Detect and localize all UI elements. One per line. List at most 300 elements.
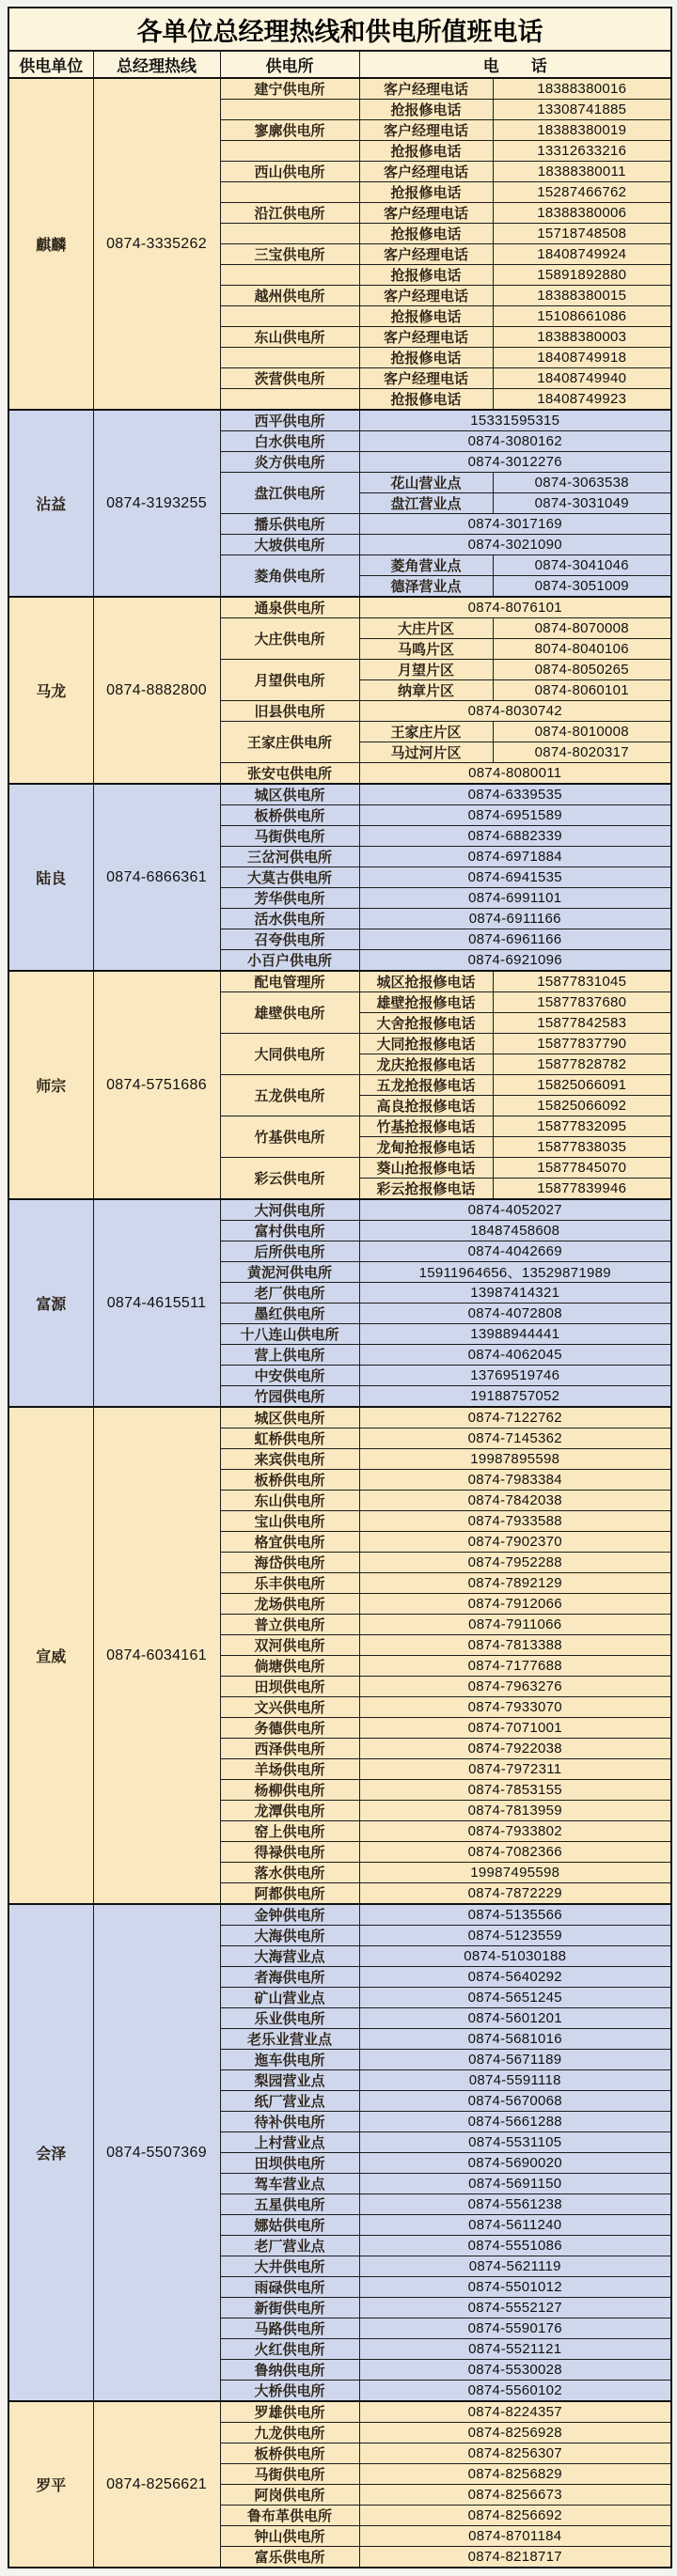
phone-number-cell: 18388380003 bbox=[493, 327, 671, 348]
phone-number-cell: 0874-3051009 bbox=[493, 576, 671, 598]
phone-number-cell: 0874-8218717 bbox=[359, 2547, 671, 2568]
station-cell: 大海营业点 bbox=[220, 1946, 359, 1967]
phone-number-cell: 0874-7952288 bbox=[359, 1553, 671, 1573]
unit-cell: 沾益 bbox=[8, 410, 93, 597]
phone-label-cell: 王家庄片区 bbox=[359, 722, 493, 742]
table-row bbox=[8, 971, 671, 992]
station-cell: 三宝供电所 bbox=[220, 244, 359, 265]
phone-number-cell: 15331595315 bbox=[359, 410, 671, 431]
phone-number-cell: 15877837680 bbox=[493, 992, 671, 1013]
phone-label-cell: 抢报修电话 bbox=[359, 141, 493, 162]
station-cell bbox=[220, 306, 359, 327]
station-cell: 十八连山供电所 bbox=[220, 1324, 359, 1345]
phone-number-cell: 0874-5560102 bbox=[359, 2381, 671, 2402]
phone-number-cell: 13988944441 bbox=[359, 1324, 671, 1345]
phone-label-cell: 城区抢报修电话 bbox=[359, 971, 493, 992]
table-row bbox=[8, 1199, 671, 1221]
phone-number-cell: 19987895598 bbox=[359, 1449, 671, 1470]
hotline-cell: 0874-5751686 bbox=[93, 971, 220, 1199]
station-cell: 梨园营业点 bbox=[220, 2070, 359, 2091]
phone-number-cell: 0874-7972311 bbox=[359, 1759, 671, 1780]
phone-number-cell: 15825066092 bbox=[493, 1096, 671, 1116]
station-cell: 倘塘供电所 bbox=[220, 1656, 359, 1677]
phone-label-cell: 马过河片区 bbox=[359, 742, 493, 763]
station-cell: 五龙供电所 bbox=[220, 1075, 359, 1116]
station-cell: 墨红供电所 bbox=[220, 1304, 359, 1324]
phone-number-cell: 8074-8040106 bbox=[493, 639, 671, 660]
station-cell: 富村供电所 bbox=[220, 1221, 359, 1241]
station-cell: 五星供电所 bbox=[220, 2194, 359, 2215]
phone-number-cell: 0874-5651245 bbox=[359, 1988, 671, 2008]
phone-label-cell: 抢报修电话 bbox=[359, 348, 493, 368]
station-cell: 白水供电所 bbox=[220, 431, 359, 452]
phone-number-cell: 18408749940 bbox=[493, 368, 671, 389]
hotline-cell: 0874-6866361 bbox=[93, 784, 220, 971]
station-cell: 通泉供电所 bbox=[220, 597, 359, 618]
station-cell: 老乐业营业点 bbox=[220, 2029, 359, 2050]
station-cell: 普立供电所 bbox=[220, 1615, 359, 1635]
unit-cell: 麒麟 bbox=[8, 78, 93, 410]
phone-number-cell: 18388380019 bbox=[493, 120, 671, 141]
station-cell: 寥廓供电所 bbox=[220, 120, 359, 141]
phone-number-cell: 0874-5690020 bbox=[359, 2153, 671, 2174]
phone-number-cell: 0874-7813959 bbox=[359, 1801, 671, 1821]
station-cell: 炎方供电所 bbox=[220, 452, 359, 473]
station-cell: 越州供电所 bbox=[220, 286, 359, 306]
phone-number-cell: 0874-6882339 bbox=[359, 826, 671, 847]
phone-number-cell: 0874-5661288 bbox=[359, 2112, 671, 2132]
phone-number-cell: 0874-8256307 bbox=[359, 2443, 671, 2464]
station-cell: 鲁纳供电所 bbox=[220, 2360, 359, 2381]
station-cell: 虹桥供电所 bbox=[220, 1429, 359, 1449]
station-cell: 大井供电所 bbox=[220, 2256, 359, 2277]
phone-number-cell: 0874-7902370 bbox=[359, 1532, 671, 1553]
phone-number-cell: 13769519746 bbox=[359, 1366, 671, 1386]
phone-label-cell: 大同抢报修电话 bbox=[359, 1034, 493, 1054]
phone-number-cell: 0874-7892129 bbox=[359, 1573, 671, 1594]
phone-number-cell: 0874-5530028 bbox=[359, 2360, 671, 2381]
station-cell: 火红供电所 bbox=[220, 2339, 359, 2360]
phone-number-cell: 0874-7922038 bbox=[359, 1739, 671, 1759]
station-cell: 大海供电所 bbox=[220, 1926, 359, 1946]
station-cell: 田坝供电所 bbox=[220, 2153, 359, 2174]
phone-number-cell: 18408749923 bbox=[493, 389, 671, 411]
station-cell: 雄壁供电所 bbox=[220, 992, 359, 1034]
station-cell: 雨碌供电所 bbox=[220, 2277, 359, 2298]
phone-number-cell: 0874-8070008 bbox=[493, 618, 671, 639]
station-cell: 乐业供电所 bbox=[220, 2008, 359, 2029]
phone-number-cell: 15877837790 bbox=[493, 1034, 671, 1054]
phone-label-cell: 马鸣片区 bbox=[359, 639, 493, 660]
unit-cell: 会泽 bbox=[8, 1904, 93, 2401]
phone-number-cell: 0874-5590176 bbox=[359, 2318, 671, 2339]
phone-label-cell: 德泽营业点 bbox=[359, 576, 493, 598]
station-cell: 播乐供电所 bbox=[220, 514, 359, 535]
station-cell: 盘江供电所 bbox=[220, 473, 359, 514]
station-cell: 旧县供电所 bbox=[220, 701, 359, 722]
unit-cell: 宣威 bbox=[8, 1407, 93, 1904]
station-cell: 老厂供电所 bbox=[220, 1283, 359, 1304]
station-cell: 召夸供电所 bbox=[220, 929, 359, 950]
station-cell bbox=[220, 265, 359, 286]
station-cell: 钟山供电所 bbox=[220, 2526, 359, 2547]
station-cell: 罗雄供电所 bbox=[220, 2401, 359, 2423]
phone-label-cell: 客户经理电话 bbox=[359, 203, 493, 224]
phone-number-cell: 0874-6991101 bbox=[359, 888, 671, 909]
phone-label-cell: 花山营业点 bbox=[359, 473, 493, 493]
station-cell: 后所供电所 bbox=[220, 1241, 359, 1262]
station-cell: 待补供电所 bbox=[220, 2112, 359, 2132]
phone-label-cell: 客户经理电话 bbox=[359, 327, 493, 348]
station-cell: 矿山营业点 bbox=[220, 1988, 359, 2008]
hotline-cell: 0874-8882800 bbox=[93, 597, 220, 784]
station-cell bbox=[220, 182, 359, 203]
station-cell: 板桥供电所 bbox=[220, 2443, 359, 2464]
phone-number-cell: 0874-5621119 bbox=[359, 2256, 671, 2277]
phone-number-cell: 18487458608 bbox=[359, 1221, 671, 1241]
hotline-cell: 0874-3335262 bbox=[93, 78, 220, 410]
station-cell: 西平供电所 bbox=[220, 410, 359, 431]
unit-cell: 马龙 bbox=[8, 597, 93, 784]
station-cell: 务德供电所 bbox=[220, 1718, 359, 1739]
hotline-cell: 0874-8256621 bbox=[93, 2401, 220, 2568]
phone-number-cell: 0874-7911066 bbox=[359, 1615, 671, 1635]
station-cell: 杨柳供电所 bbox=[220, 1780, 359, 1801]
station-cell: 城区供电所 bbox=[220, 784, 359, 805]
station-cell: 西山供电所 bbox=[220, 162, 359, 182]
phone-number-cell: 0874-7912066 bbox=[359, 1594, 671, 1615]
station-cell: 羊场供电所 bbox=[220, 1759, 359, 1780]
phone-number-cell: 0874-7933070 bbox=[359, 1697, 671, 1718]
phone-number-cell: 15287466762 bbox=[493, 182, 671, 203]
phone-label-cell: 抢报修电话 bbox=[359, 100, 493, 120]
station-cell bbox=[220, 224, 359, 244]
phone-number-cell: 0874-7963276 bbox=[359, 1677, 671, 1697]
phone-number-cell: 0874-6951589 bbox=[359, 805, 671, 826]
phone-number-cell: 13312633216 bbox=[493, 141, 671, 162]
table-row bbox=[8, 784, 671, 805]
station-cell: 大庄供电所 bbox=[220, 618, 359, 660]
header-hotline: 总经理热线 bbox=[93, 51, 220, 78]
hotline-cell: 0874-5507369 bbox=[93, 1904, 220, 2401]
phone-number-cell: 0874-3017169 bbox=[359, 514, 671, 535]
phone-number-cell: 0874-5501012 bbox=[359, 2277, 671, 2298]
unit-cell: 师宗 bbox=[8, 971, 93, 1199]
phone-number-cell: 18388380006 bbox=[493, 203, 671, 224]
phone-label-cell: 客户经理电话 bbox=[359, 78, 493, 100]
phone-number-cell: 18408749924 bbox=[493, 244, 671, 265]
phone-number-cell: 13308741885 bbox=[493, 100, 671, 120]
station-cell: 大桥供电所 bbox=[220, 2381, 359, 2402]
page-title: 各单位总经理热线和供电所值班电话 bbox=[8, 8, 671, 51]
phone-label-cell: 高良抢报修电话 bbox=[359, 1096, 493, 1116]
station-cell: 东山供电所 bbox=[220, 327, 359, 348]
phone-number-cell: 0874-4042669 bbox=[359, 1241, 671, 1262]
phone-number-cell: 0874-5521121 bbox=[359, 2339, 671, 2360]
station-cell: 菱角供电所 bbox=[220, 555, 359, 598]
phone-number-cell: 18408749918 bbox=[493, 348, 671, 368]
phone-number-cell: 0874-5551086 bbox=[359, 2236, 671, 2256]
hotline-cell: 0874-3193255 bbox=[93, 410, 220, 597]
phone-label-cell: 雄壁抢报修电话 bbox=[359, 992, 493, 1013]
phone-number-cell: 0874-7082366 bbox=[359, 1842, 671, 1863]
station-cell: 纸厂营业点 bbox=[220, 2091, 359, 2112]
unit-cell: 富源 bbox=[8, 1199, 93, 1407]
phone-label-cell: 客户经理电话 bbox=[359, 286, 493, 306]
phone-number-cell: 0874-8701184 bbox=[359, 2526, 671, 2547]
station-cell: 营上供电所 bbox=[220, 1345, 359, 1366]
phone-number-cell: 0874-8010008 bbox=[493, 722, 671, 742]
unit-cell: 陆良 bbox=[8, 784, 93, 971]
station-cell: 黄泥河供电所 bbox=[220, 1262, 359, 1283]
phone-number-cell: 15891892880 bbox=[493, 265, 671, 286]
phone-label-cell: 五龙抢报修电话 bbox=[359, 1075, 493, 1096]
phone-number-cell: 0874-5561238 bbox=[359, 2194, 671, 2215]
station-cell bbox=[220, 141, 359, 162]
phone-number-cell: 0874-5123559 bbox=[359, 1926, 671, 1946]
phone-label-cell: 龙庆抢报修电话 bbox=[359, 1054, 493, 1075]
phone-number-cell: 0874-4062045 bbox=[359, 1345, 671, 1366]
station-cell: 九龙供电所 bbox=[220, 2423, 359, 2443]
station-cell: 老厂营业点 bbox=[220, 2236, 359, 2256]
station-cell: 海岱供电所 bbox=[220, 1553, 359, 1573]
station-cell: 窑上供电所 bbox=[220, 1821, 359, 1842]
phone-number-cell: 15877845070 bbox=[493, 1158, 671, 1179]
station-cell: 文兴供电所 bbox=[220, 1697, 359, 1718]
station-cell: 驾车营业点 bbox=[220, 2174, 359, 2194]
phone-number-cell: 15877831045 bbox=[493, 971, 671, 992]
station-cell: 板桥供电所 bbox=[220, 805, 359, 826]
phone-number-cell: 0874-8256692 bbox=[359, 2506, 671, 2526]
phone-label-cell: 大舍抢报修电话 bbox=[359, 1013, 493, 1034]
phone-number-cell: 0874-8076101 bbox=[359, 597, 671, 618]
phone-number-cell: 0874-5601201 bbox=[359, 2008, 671, 2029]
phone-number-cell: 15825066091 bbox=[493, 1075, 671, 1096]
station-cell: 张安屯供电所 bbox=[220, 763, 359, 785]
phone-number-cell: 18388380016 bbox=[493, 78, 671, 100]
phone-number-cell: 18388380011 bbox=[493, 162, 671, 182]
phone-number-cell: 15877842583 bbox=[493, 1013, 671, 1034]
station-cell: 上村营业点 bbox=[220, 2132, 359, 2153]
phone-number-cell: 0874-3021090 bbox=[359, 535, 671, 555]
phone-number-cell: 19987495598 bbox=[359, 1863, 671, 1883]
phone-label-cell: 抢报修电话 bbox=[359, 224, 493, 244]
table-row bbox=[8, 78, 671, 100]
phone-number-cell: 13987414321 bbox=[359, 1283, 671, 1304]
phone-number-cell: 15877832095 bbox=[493, 1116, 671, 1137]
station-cell: 大同供电所 bbox=[220, 1034, 359, 1075]
station-cell: 迤车供电所 bbox=[220, 2050, 359, 2070]
phone-number-cell: 0874-6339535 bbox=[359, 784, 671, 805]
phone-label-cell: 抢报修电话 bbox=[359, 265, 493, 286]
phone-number-cell: 0874-3041046 bbox=[493, 555, 671, 576]
station-cell: 落水供电所 bbox=[220, 1863, 359, 1883]
hotline-cell: 0874-6034161 bbox=[93, 1407, 220, 1904]
phone-number-cell: 0874-5531105 bbox=[359, 2132, 671, 2153]
station-cell: 富乐供电所 bbox=[220, 2547, 359, 2568]
phone-number-cell: 0874-8256673 bbox=[359, 2485, 671, 2506]
station-cell: 马路供电所 bbox=[220, 2318, 359, 2339]
phone-number-cell: 0874-3012276 bbox=[359, 452, 671, 473]
phone-number-cell: 0874-3063538 bbox=[493, 473, 671, 493]
phone-number-cell: 15108661086 bbox=[493, 306, 671, 327]
phone-number-cell: 0874-8224357 bbox=[359, 2401, 671, 2423]
station-cell: 鲁布革供电所 bbox=[220, 2506, 359, 2526]
phone-number-cell: 0874-3031049 bbox=[493, 493, 671, 514]
phone-label-cell: 月望片区 bbox=[359, 660, 493, 680]
phone-label-cell: 纳章片区 bbox=[359, 680, 493, 701]
station-cell: 娜姑供电所 bbox=[220, 2215, 359, 2236]
phone-number-cell: 0874-7122762 bbox=[359, 1407, 671, 1429]
table-row bbox=[8, 597, 671, 618]
phone-number-cell: 0874-51030188 bbox=[359, 1946, 671, 1967]
phone-number-cell: 0874-8060101 bbox=[493, 680, 671, 701]
station-cell: 阿都供电所 bbox=[220, 1883, 359, 1905]
station-cell: 来宾供电所 bbox=[220, 1449, 359, 1470]
station-cell: 小百户供电所 bbox=[220, 950, 359, 972]
station-cell: 活水供电所 bbox=[220, 909, 359, 929]
phone-number-cell: 0874-6961166 bbox=[359, 929, 671, 950]
header-row bbox=[8, 51, 671, 78]
phone-number-cell: 0874-6921096 bbox=[359, 950, 671, 972]
station-cell: 田坝供电所 bbox=[220, 1677, 359, 1697]
phone-number-cell: 0874-4072808 bbox=[359, 1304, 671, 1324]
phone-number-cell: 0874-8080011 bbox=[359, 763, 671, 785]
station-cell: 龙场供电所 bbox=[220, 1594, 359, 1615]
title-row bbox=[8, 8, 671, 51]
station-cell: 板桥供电所 bbox=[220, 1470, 359, 1491]
phone-number-cell: 0874-7145362 bbox=[359, 1429, 671, 1449]
station-cell: 大坡供电所 bbox=[220, 535, 359, 555]
table-row bbox=[8, 2401, 671, 2423]
station-cell: 中安供电所 bbox=[220, 1366, 359, 1386]
station-cell: 龙潭供电所 bbox=[220, 1801, 359, 1821]
phone-number-cell: 0874-8030742 bbox=[359, 701, 671, 722]
station-cell: 西泽供电所 bbox=[220, 1739, 359, 1759]
phone-number-cell: 0874-5135566 bbox=[359, 1904, 671, 1926]
phone-number-cell: 15911964656、13529871989 bbox=[359, 1262, 671, 1283]
phone-number-cell: 0874-5681016 bbox=[359, 2029, 671, 2050]
station-cell: 得禄供电所 bbox=[220, 1842, 359, 1863]
phone-number-cell: 0874-7983384 bbox=[359, 1470, 671, 1491]
phone-number-cell: 0874-5611240 bbox=[359, 2215, 671, 2236]
station-cell: 彩云供电所 bbox=[220, 1158, 359, 1200]
station-cell: 马街供电所 bbox=[220, 2464, 359, 2485]
station-cell: 竹园供电所 bbox=[220, 1386, 359, 1408]
station-cell: 茨营供电所 bbox=[220, 368, 359, 389]
phone-label-cell: 盘江营业点 bbox=[359, 493, 493, 514]
header-phone: 电 话 bbox=[359, 51, 671, 78]
station-cell: 格宜供电所 bbox=[220, 1532, 359, 1553]
phone-number-cell: 0874-7842038 bbox=[359, 1491, 671, 1511]
phone-label-cell: 客户经理电话 bbox=[359, 162, 493, 182]
station-cell: 竹基供电所 bbox=[220, 1116, 359, 1158]
phone-label-cell: 葵山抢报修电话 bbox=[359, 1158, 493, 1179]
phone-number-cell: 0874-6941535 bbox=[359, 867, 671, 888]
phone-label-cell: 龙甸抢报修电话 bbox=[359, 1137, 493, 1158]
station-cell bbox=[220, 389, 359, 411]
phone-label-cell: 客户经理电话 bbox=[359, 120, 493, 141]
phone-label-cell: 彩云抢报修电话 bbox=[359, 1179, 493, 1200]
header-station: 供电所 bbox=[220, 51, 359, 78]
station-cell: 大河供电所 bbox=[220, 1199, 359, 1221]
phone-number-cell: 0874-5640292 bbox=[359, 1967, 671, 1988]
station-cell: 三岔河供电所 bbox=[220, 847, 359, 867]
station-cell bbox=[220, 100, 359, 120]
phone-label-cell: 抢报修电话 bbox=[359, 182, 493, 203]
phone-directory-table bbox=[8, 7, 672, 2568]
station-cell: 宝山供电所 bbox=[220, 1511, 359, 1532]
table-row bbox=[8, 1904, 671, 1926]
hotline-cell: 0874-4615511 bbox=[93, 1199, 220, 1407]
phone-label-cell: 抢报修电话 bbox=[359, 306, 493, 327]
table-row bbox=[8, 1407, 671, 1429]
phone-number-cell: 0874-5691150 bbox=[359, 2174, 671, 2194]
table-row bbox=[8, 410, 671, 431]
phone-number-cell: 0874-7813388 bbox=[359, 1635, 671, 1656]
phone-number-cell: 15877839946 bbox=[493, 1179, 671, 1200]
phone-label-cell: 抢报修电话 bbox=[359, 389, 493, 411]
station-cell: 建宁供电所 bbox=[220, 78, 359, 100]
phone-number-cell: 0874-5591118 bbox=[359, 2070, 671, 2091]
station-cell: 城区供电所 bbox=[220, 1407, 359, 1429]
station-cell: 马街供电所 bbox=[220, 826, 359, 847]
phone-number-cell: 0874-7071001 bbox=[359, 1718, 671, 1739]
station-cell: 东山供电所 bbox=[220, 1491, 359, 1511]
phone-label-cell: 竹基抢报修电话 bbox=[359, 1116, 493, 1137]
phone-number-cell: 0874-7933588 bbox=[359, 1511, 671, 1532]
phone-number-cell: 0874-4052027 bbox=[359, 1199, 671, 1221]
header-unit: 供电单位 bbox=[8, 51, 93, 78]
phone-number-cell: 0874-6971884 bbox=[359, 847, 671, 867]
phone-number-cell: 15718748508 bbox=[493, 224, 671, 244]
phone-label-cell: 客户经理电话 bbox=[359, 368, 493, 389]
station-cell: 金钟供电所 bbox=[220, 1904, 359, 1926]
phone-number-cell: 0874-5671189 bbox=[359, 2050, 671, 2070]
phone-number-cell: 0874-7872229 bbox=[359, 1883, 671, 1905]
phone-number-cell: 0874-5552127 bbox=[359, 2298, 671, 2318]
phone-label-cell: 客户经理电话 bbox=[359, 244, 493, 265]
phone-number-cell: 0874-8050265 bbox=[493, 660, 671, 680]
table-body bbox=[8, 78, 671, 2568]
phone-label-cell: 菱角营业点 bbox=[359, 555, 493, 576]
phone-number-cell: 0874-8256928 bbox=[359, 2423, 671, 2443]
phone-number-cell: 0874-7853155 bbox=[359, 1780, 671, 1801]
station-cell: 双河供电所 bbox=[220, 1635, 359, 1656]
phone-number-cell: 15877828782 bbox=[493, 1054, 671, 1075]
phone-number-cell: 0874-8020317 bbox=[493, 742, 671, 763]
station-cell: 阿岗供电所 bbox=[220, 2485, 359, 2506]
station-cell: 乐丰供电所 bbox=[220, 1573, 359, 1594]
station-cell: 月望供电所 bbox=[220, 660, 359, 701]
phone-label-cell: 大庄片区 bbox=[359, 618, 493, 639]
station-cell: 沿江供电所 bbox=[220, 203, 359, 224]
unit-cell: 罗平 bbox=[8, 2401, 93, 2568]
station-cell: 芳华供电所 bbox=[220, 888, 359, 909]
phone-number-cell: 0874-3080162 bbox=[359, 431, 671, 452]
phone-number-cell: 19188757052 bbox=[359, 1386, 671, 1408]
station-cell bbox=[220, 348, 359, 368]
station-cell: 者海供电所 bbox=[220, 1967, 359, 1988]
phone-number-cell: 0874-7933802 bbox=[359, 1821, 671, 1842]
phone-number-cell: 15877838035 bbox=[493, 1137, 671, 1158]
station-cell: 新街供电所 bbox=[220, 2298, 359, 2318]
station-cell: 王家庄供电所 bbox=[220, 722, 359, 763]
station-cell: 大莫古供电所 bbox=[220, 867, 359, 888]
phone-number-cell: 0874-8256829 bbox=[359, 2464, 671, 2485]
phone-number-cell: 0874-5670068 bbox=[359, 2091, 671, 2112]
phone-number-cell: 0874-7177688 bbox=[359, 1656, 671, 1677]
